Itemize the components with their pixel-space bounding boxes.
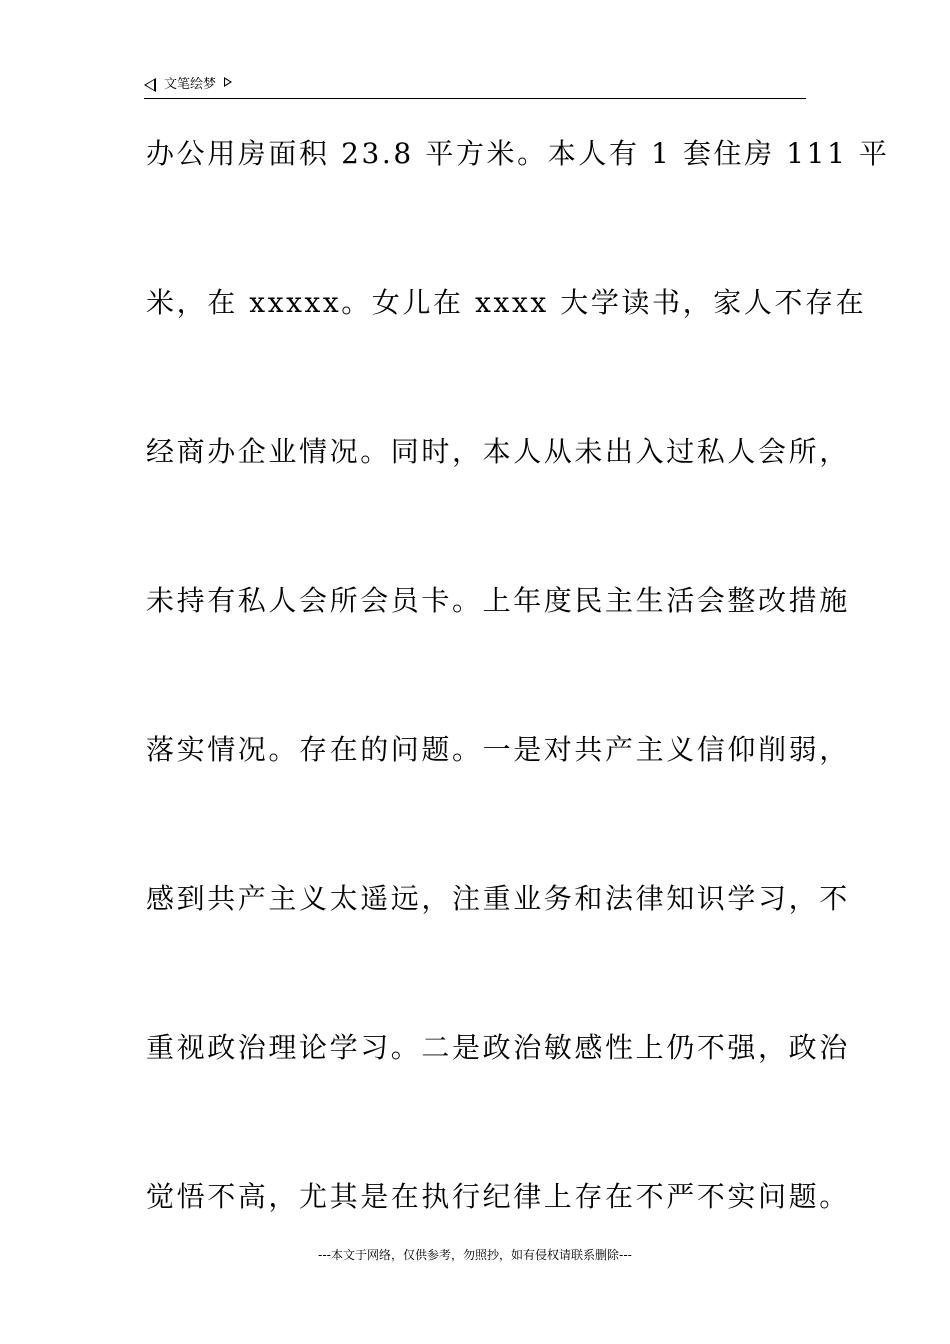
text-line: 重视政治理论学习。二是政治敏感性上仍不强，政治 bbox=[146, 1031, 850, 1064]
document-body bbox=[146, 128, 890, 1320]
page-header bbox=[144, 74, 806, 99]
text-line: 经商办企业情况。同时，本人从未出入过私人会所， bbox=[146, 435, 850, 468]
text-line: 感到共产主义太遥远，注重业务和法律知识学习，不 bbox=[146, 882, 850, 915]
page-footer: ---本文于网络，仅供参考，勿照抄，如有侵权请联系删除--- bbox=[318, 1248, 632, 1262]
header-title: 文笔绘梦 bbox=[164, 77, 217, 92]
text-line: 落实情况。存在的问题。一是对共产主义信仰削弱， bbox=[146, 733, 850, 766]
header-brand bbox=[144, 76, 232, 94]
triangle-right-outline-icon bbox=[224, 77, 232, 87]
text-line: 未持有私人会所会员卡。上年度民主生活会整改措施 bbox=[146, 584, 850, 617]
text-line: 米，在 xxxxx。女儿在 xxxx 大学读书，家人不存在 bbox=[146, 286, 867, 319]
text-line: 觉悟不高，尤其是在执行纪律上存在不严不实问题。 bbox=[146, 1180, 850, 1213]
text-line: 办公用房面积 23.8 平方米。本人有 1 套住房 111 平 bbox=[146, 137, 890, 170]
triangle-left-outline-icon bbox=[144, 78, 156, 92]
